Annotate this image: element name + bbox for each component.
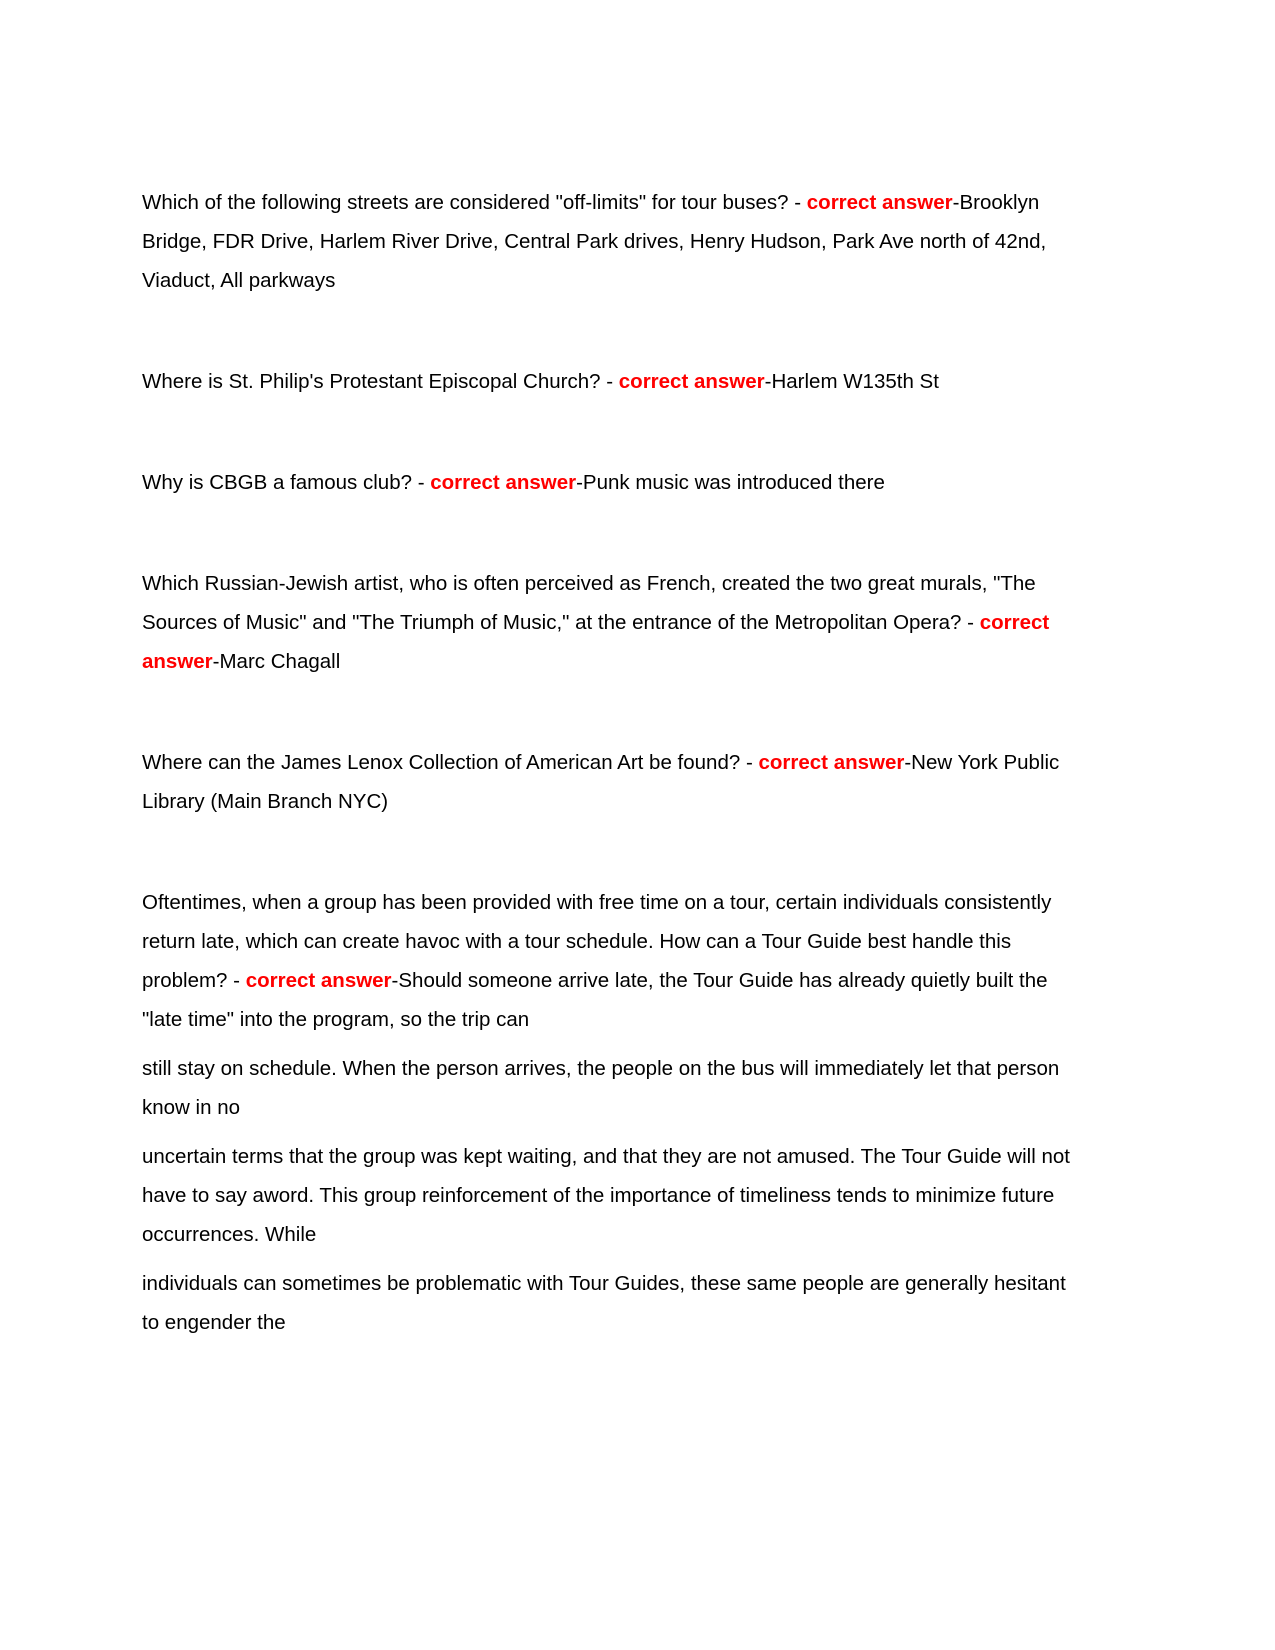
text-segment: Why is CBGB a famous club? - bbox=[142, 471, 431, 494]
text-segment: -Punk music was introduced there bbox=[576, 471, 885, 494]
correct-answer-label: correct answer bbox=[142, 611, 1050, 673]
text-segment: -Marc Chagall bbox=[212, 650, 341, 673]
text-segment: -Harlem W135th St bbox=[764, 370, 939, 393]
paragraph bbox=[142, 1049, 1077, 1127]
paragraph bbox=[142, 1264, 1077, 1342]
correct-answer-label: correct answer bbox=[758, 751, 905, 774]
correct-answer-label: correct answer bbox=[806, 191, 953, 214]
paragraph bbox=[142, 743, 1077, 821]
text-segment: -New York Public Library (Main Branch NYC) bbox=[142, 751, 1060, 813]
paragraph bbox=[142, 1137, 1077, 1254]
text-segment: Where is St. Philip's Protestant Episcopal Church? - bbox=[142, 370, 619, 393]
correct-answer-label: correct answer bbox=[430, 471, 577, 494]
text-segment: Which Russian-Jewish artist, who is often perceived as French, created the two great murals, "The Sources of Music" and "The Triumph of Music," at the entrance of the Metropolitan Opera? - bbox=[142, 572, 1036, 634]
text-segment: individuals can sometimes be problematic with Tour Guides, these same people are generally hesitant to engender the bbox=[142, 1272, 1066, 1334]
text-segment: uncertain terms that the group was kept waiting, and that they are not amused. The Tour Guide will not have to say aword. This group reinforcement of the importance of timeliness tends to minimize future occurrences. While bbox=[142, 1145, 1070, 1246]
text-segment: Which of the following streets are considered "off-limits" for tour buses? - bbox=[142, 191, 807, 214]
paragraph bbox=[142, 883, 1077, 1039]
text-segment: Oftentimes, when a group has been provided with free time on a tour, certain individuals consistently return late, which can create havoc with a tour schedule. How can a Tour Guide best handle this problem? - bbox=[142, 891, 1052, 992]
correct-answer-label: correct answer bbox=[245, 969, 392, 992]
paragraph bbox=[142, 564, 1077, 681]
text-segment: -Brooklyn Bridge, FDR Drive, Harlem River Drive, Central Park drives, Henry Hudson, Park Ave north of 42nd, Viaduct, All parkways bbox=[142, 191, 1047, 292]
paragraph bbox=[142, 362, 1077, 401]
document-body bbox=[142, 183, 1077, 1342]
correct-answer-label: correct answer bbox=[618, 370, 765, 393]
paragraph bbox=[142, 463, 1077, 502]
text-segment: Where can the James Lenox Collection of American Art be found? - bbox=[142, 751, 759, 774]
paragraph bbox=[142, 183, 1077, 300]
text-segment: still stay on schedule. When the person arrives, the people on the bus will immediately let that person know in no bbox=[142, 1057, 1060, 1119]
text-segment: -Should someone arrive late, the Tour Guide has already quietly built the "late time" into the program, so the trip can bbox=[142, 969, 1048, 1031]
